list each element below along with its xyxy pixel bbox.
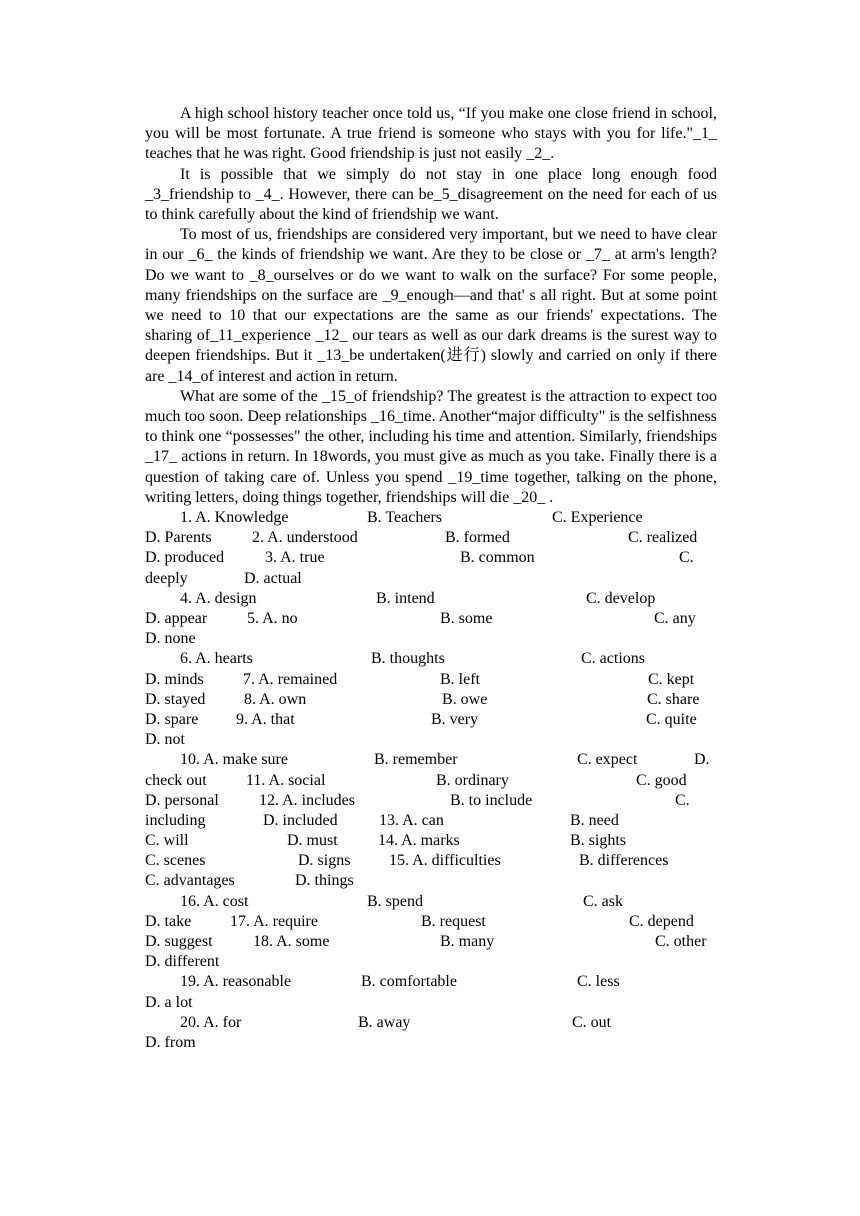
option-text: C. will bbox=[145, 832, 189, 850]
option-text: 2. A. understood bbox=[252, 529, 358, 547]
option-text: 7. A. remained bbox=[243, 670, 338, 688]
option-text: including bbox=[145, 811, 206, 829]
option-text: C. share bbox=[647, 690, 700, 708]
option-text: B. some bbox=[440, 610, 493, 627]
option-text: 9. A. that bbox=[236, 710, 295, 728]
option-line bbox=[145, 690, 717, 710]
option-text: D. take bbox=[145, 912, 192, 930]
option-text: D. included bbox=[263, 811, 338, 829]
option-line bbox=[145, 851, 717, 871]
option-text: C. expect bbox=[577, 751, 638, 769]
option-text: 14. A. marks bbox=[378, 832, 460, 850]
option-text: B. left bbox=[440, 670, 480, 688]
option-text: 18. A. some bbox=[253, 933, 330, 950]
option-text: B. need bbox=[570, 811, 619, 829]
option-text: 19. A. reasonable bbox=[180, 973, 292, 991]
option-text: B. remember bbox=[374, 751, 458, 769]
option-line bbox=[145, 1013, 717, 1033]
option-text: C. out bbox=[572, 1013, 612, 1031]
option-text: B. away bbox=[358, 1013, 411, 1031]
option-text: C. less bbox=[577, 973, 620, 991]
option-text: C. bbox=[679, 549, 694, 567]
option-text: 8. A. own bbox=[244, 690, 307, 708]
option-line bbox=[145, 952, 717, 972]
option-text: B. ordinary bbox=[436, 771, 509, 789]
option-text: C. bbox=[675, 791, 690, 809]
option-text: 1. A. Knowledge bbox=[180, 509, 289, 527]
option-text: B. owe bbox=[442, 690, 488, 708]
option-text: D. spare bbox=[145, 710, 199, 728]
option-text: D. appear bbox=[145, 610, 208, 627]
option-text: 10. A. make sure bbox=[180, 751, 288, 769]
option-line bbox=[145, 528, 717, 548]
option-text: C. depend bbox=[629, 912, 694, 930]
option-text: C. actions bbox=[581, 650, 645, 668]
option-text: 15. A. difficulties bbox=[389, 852, 501, 870]
option-line bbox=[145, 508, 717, 528]
option-text: D. not bbox=[145, 731, 185, 749]
option-text: C. kept bbox=[648, 670, 695, 688]
option-line bbox=[145, 569, 717, 589]
option-text: B. request bbox=[421, 912, 486, 930]
option-line bbox=[145, 609, 717, 629]
document-page bbox=[145, 104, 717, 1053]
option-text: D. personal bbox=[145, 791, 219, 809]
option-text: D. suggest bbox=[145, 933, 213, 950]
option-line bbox=[145, 932, 717, 952]
option-text: B. sights bbox=[570, 832, 627, 850]
passage-paragraph-3: To most of us, friendships are considered very important, but we need to have clear in our _6_ the kinds of friendship we want. Are they to be close or _7_ at arm's length? Do we want to _8_ourselves or do we want to walk on the surface? For some people, many friendships on the surface are _9_enough—and that' s all right. But at some point we need to 10 that our expectations are the same as our friends' expectations. The sharing of_11_experience _12_ our tears as well as our dark dreams is the surest way to deepen friendships. But it _13_be undertaken(进行) slowly and carried on only if there are _14_of interest and action in return. bbox=[145, 226, 717, 385]
option-text: 12. A. includes bbox=[259, 791, 355, 809]
option-text: D. stayed bbox=[145, 690, 206, 708]
option-line bbox=[145, 1033, 717, 1053]
option-line bbox=[145, 791, 717, 811]
option-line bbox=[145, 629, 717, 649]
option-line bbox=[145, 710, 717, 730]
option-line bbox=[145, 871, 717, 891]
option-text: check out bbox=[145, 771, 207, 789]
option-line bbox=[145, 589, 717, 609]
option-text: B. formed bbox=[445, 529, 510, 547]
option-text: D. bbox=[694, 751, 710, 769]
option-text: D. actual bbox=[244, 569, 302, 587]
option-text: C. quite bbox=[646, 710, 697, 728]
option-text: C. advantages bbox=[145, 872, 235, 890]
option-line bbox=[145, 831, 717, 851]
option-text: C. develop bbox=[586, 589, 656, 607]
option-line bbox=[145, 993, 717, 1013]
passage-paragraph-2: It is possible that we simply do not stay in one place long enough food _3_friendship to _4_. However, there can be_5_disagreement on the need for each of us to think carefully about the kind of friendship we want. bbox=[145, 165, 717, 224]
option-text: D. signs bbox=[298, 852, 351, 870]
option-text: C. Experience bbox=[552, 509, 643, 527]
option-text: C. good bbox=[636, 771, 687, 789]
option-text: B. many bbox=[440, 933, 495, 950]
option-text: B. differences bbox=[579, 852, 669, 870]
option-text: B. Teachers bbox=[367, 509, 442, 527]
option-text: deeply bbox=[145, 569, 188, 587]
option-text: B. thoughts bbox=[371, 650, 445, 668]
option-line bbox=[145, 730, 717, 750]
option-text: B. comfortable bbox=[361, 973, 457, 991]
option-text: B. common bbox=[460, 549, 535, 567]
option-text: C. realized bbox=[628, 529, 698, 547]
option-text: D. minds bbox=[145, 670, 204, 688]
passage-paragraph-4: What are some of the _15_of friendship? The greatest is the attraction to expect too much too soon. Deep relationships _16_time. Another“major difficulty" is the selfishness to think one “possesses" the other, including his time and attention. Similarly, friendships _17_ actions in return. In 18words, you must give as much as you take. Finally there is a question of taking care of. Unless you spend _19_time together, talking on the phone, writing letters, doing things together, friendships will die _20_ . bbox=[145, 387, 717, 506]
option-line bbox=[145, 912, 717, 932]
option-text: 6. A. hearts bbox=[180, 650, 253, 668]
option-line bbox=[145, 750, 717, 770]
option-text: D. none bbox=[145, 630, 196, 648]
option-text: C. other bbox=[655, 933, 707, 950]
option-text: C. any bbox=[654, 610, 696, 627]
option-text: D. produced bbox=[145, 549, 225, 567]
option-text: 20. A. for bbox=[180, 1013, 242, 1031]
option-text: 4. A. design bbox=[180, 589, 257, 607]
option-text: 11. A. social bbox=[246, 771, 326, 789]
option-text: D. a lot bbox=[145, 993, 193, 1011]
option-text: B. to include bbox=[450, 791, 533, 809]
option-text: 17. A. require bbox=[230, 912, 318, 930]
answer-options bbox=[145, 508, 717, 1053]
option-text: B. spend bbox=[367, 892, 423, 910]
option-text: 3. A. true bbox=[265, 549, 325, 567]
option-text: D. Parents bbox=[145, 529, 212, 547]
option-line bbox=[145, 670, 717, 690]
option-line bbox=[145, 972, 717, 992]
option-text: B. very bbox=[431, 710, 479, 728]
option-line bbox=[145, 892, 717, 912]
option-text: D. things bbox=[295, 872, 354, 890]
option-text: 5. A. no bbox=[247, 610, 298, 627]
option-line bbox=[145, 548, 717, 568]
option-text: C. ask bbox=[583, 892, 623, 910]
option-text: D. different bbox=[145, 953, 220, 971]
option-text: D. must bbox=[287, 832, 338, 850]
option-line bbox=[145, 649, 717, 669]
option-text: 13. A. can bbox=[379, 811, 444, 829]
option-text: D. from bbox=[145, 1033, 196, 1051]
option-line bbox=[145, 811, 717, 831]
option-text: 16. A. cost bbox=[180, 892, 249, 910]
passage-paragraph-1: A high school history teacher once told us, “If you make one close friend in school, you will be most fortunate. A true friend is someone who stays with you for life."_1_ teaches that he was right. Good friendship is just not easily _2_. bbox=[145, 105, 717, 163]
option-text: B. intend bbox=[376, 589, 435, 607]
option-text: C. scenes bbox=[145, 852, 206, 870]
option-line bbox=[145, 771, 717, 791]
